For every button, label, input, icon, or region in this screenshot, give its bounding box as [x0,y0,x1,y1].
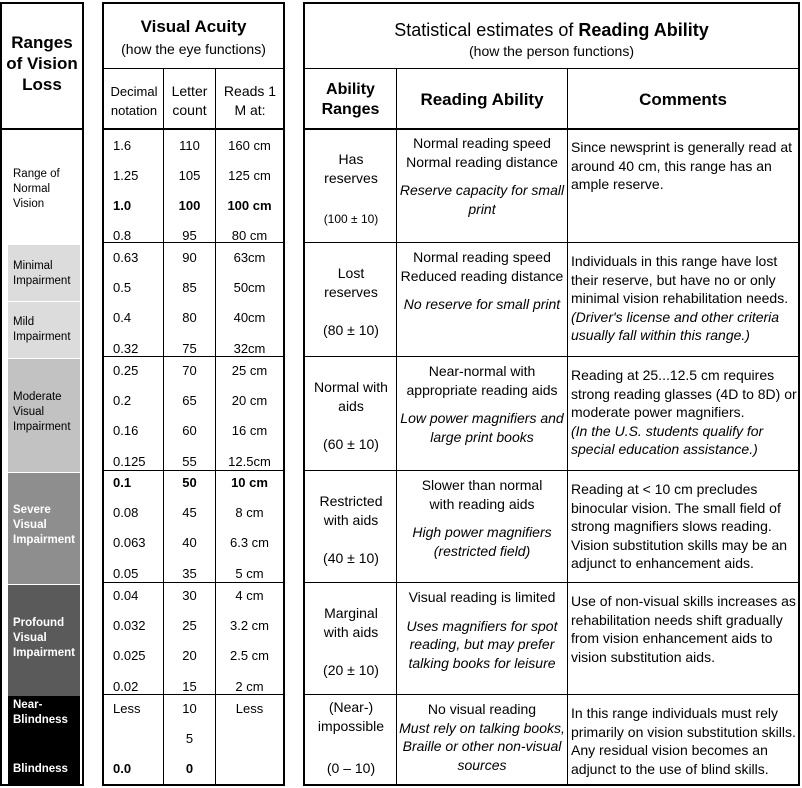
letter-count-value: 20 [182,648,197,663]
decimal-value: 0.5 [113,280,132,295]
vision-loss-title: Ranges of Vision Loss [6,33,78,94]
group-divider [104,582,283,583]
spacer [399,399,565,409]
visual-acuity-panel [102,2,285,786]
reads-at-value: 6.3 cm [229,535,269,550]
reading-ability-line: with reading aids [429,495,535,512]
reads-at-value: 20 cm [231,393,268,408]
row-divider [305,582,798,583]
row-divider [305,694,798,695]
letter-count-value: 95 [182,228,197,243]
letter-count-value: 0 [185,761,194,776]
letter-count-value: 65 [182,393,197,408]
title-prefix: Statistical estimates of [394,20,579,40]
decimal-value: 0.02 [113,679,139,694]
comment-body: In this range individuals must rely primarily on vision substitution skills. Any residual vision becomes an adjunct to the use of blind skills. [571,705,796,777]
ability-range-name: Restricted with aids [319,493,383,528]
reading-ability-italic: Must rely on talking books, Braille or other non-visual sources [399,719,565,773]
reading-ability-line: Visual reading is limited [408,589,556,605]
decimal-value: 0.16 [113,423,139,438]
letter-count-value: 80 [182,310,197,325]
reading-ability-line: appropriate reading aids [406,381,558,398]
reading-ability-subtitle: (how the person functions) [469,43,634,59]
decimal-value: 1.0 [113,198,132,213]
ability-range-name: Normal with aids [314,379,388,414]
vision-band [8,748,80,786]
letter-count-value: 45 [182,505,197,520]
reading-ability-line: Reduced reading distance [400,267,564,284]
decimal-value: 0.8 [113,228,132,243]
band-divider [2,358,82,359]
row-divider [305,356,798,357]
vision-band [8,696,80,748]
reads-at-value: 40cm [233,310,266,325]
reads-at-value: 50cm [233,280,266,295]
reads-at-value: 12.5cm [228,454,271,469]
comment-body: Individuals in this range have lost their reserve, but have no or only minimal vision rehabilitation needs. [571,253,789,306]
divider [305,68,798,69]
reads-1m-header: Reads 1 M at: [223,83,277,118]
divider [104,128,283,130]
decimal-value: 0.25 [113,363,139,378]
decimal-value: 0.2 [113,393,132,408]
reading-ability-line: No visual reading [427,701,537,717]
band-divider [2,584,82,585]
letter-count-value: 110 [179,138,200,153]
decimal-value: 0.063 [113,535,146,550]
ability-range-value: (100 ± 10) [323,212,379,226]
decimal-value: 0.08 [113,505,139,520]
vision-band-label: Near-Blindness [13,699,68,726]
comment-body: Reading at < 10 cm precludes binocular vision. The small field of strong magnifiers slows reading. Vision substitution skills may be an adjunct to enhancement aids. [571,481,788,571]
reading-ability-text [399,362,565,446]
letter-count-value: 85 [182,280,197,295]
letter-count-value: 105 [178,168,201,183]
reading-ability-text [399,476,565,560]
band-divider [2,472,82,473]
letter-count-value: 25 [182,618,197,633]
letter-count-value: 70 [182,363,197,378]
comment-text [571,480,797,573]
ability-range-value: (60 ± 10) [323,436,379,452]
letter-count-value: 50 [182,475,197,490]
vision-band-label: Moderate Visual Impairment [13,391,71,433]
reading-ability-line: Normal reading distance [406,153,558,170]
band-divider [2,301,82,302]
letter-count-value: 30 [182,588,197,603]
reads-at-value: 32cm [233,341,266,356]
vision-band [8,130,80,244]
comment-body: Since newsprint is generally read at around 40 cm, this range has an ample reserve. [571,139,793,192]
reads-at-value: Less [235,701,264,716]
decimal-value: 1.25 [113,168,139,183]
vision-band-label: Severe Visual Impairment [13,504,75,546]
reads-at-value: 3.2 cm [229,618,269,633]
reading-ability-text [399,588,565,672]
letter-count-value: 100 [178,198,201,213]
letter-count-value: 55 [182,454,197,469]
decimal-value: 0.32 [113,341,139,356]
reads-at-value: 160 cm [228,138,271,153]
ability-range-name: Has reserves [324,151,378,186]
vision-band-label: Profound Visual Impairment [13,617,75,659]
decimal-value: 0.4 [113,310,132,325]
reads-at-value: 4 cm [235,588,264,603]
title-bold: Reading Ability [578,20,709,40]
decimal-value: 0.04 [113,588,139,603]
decimal-value: 0.1 [113,475,132,490]
letter-count-value: 40 [182,535,197,550]
comment-italic: (In the U.S. students qualify for special education assistance.) [571,422,764,457]
reading-ability-italic: Reserve capacity for small print [399,182,565,217]
comment-text [571,252,797,345]
vision-band-label: Blindness [13,763,68,775]
reads-at-value: 125 cm [228,168,271,183]
reading-ability-italic: Low power magnifiers and large print books [400,410,564,445]
decimal-value: Less [113,701,141,716]
comment-text [571,704,797,778]
reading-ability-text [399,700,565,774]
reading-ability-text [399,248,565,314]
letter-count-header: Letter count [171,83,208,118]
decimal-value: 0.125 [113,454,146,469]
reads-at-value: 8 cm [235,505,264,520]
decimal-value: 0.0 [113,761,132,776]
vision-band-label: Range of Normal Vision [13,168,60,210]
decimal-value: 1.6 [113,138,132,153]
decimal-value: 0.032 [113,618,146,633]
reading-ability-line: Normal reading speed [413,249,551,265]
vision-band [8,358,80,472]
vision-band-label: Minimal Impairment [13,260,71,287]
comment-text [571,366,797,459]
reads-at-value: 2 cm [235,679,264,694]
reads-at-value: 25 cm [231,363,268,378]
reading-ability-header: Reading Ability [420,90,544,109]
reads-at-value: 63cm [233,250,266,265]
reading-ability-italic: High power magnifiers (restricted field) [412,524,552,559]
reads-at-value: 5 cm [235,566,264,581]
decimal-value: 0.025 [113,648,146,663]
visual-acuity-subtitle: (how the eye functions) [121,41,266,57]
decimal-notation-header: Decimal notation [110,84,158,118]
reading-ability-text [399,134,565,218]
letter-count-value: 10 [182,701,197,716]
letter-count-value: 60 [182,423,197,438]
ability-ranges-header: Ability Ranges [321,81,380,118]
reads-at-value: 10 cm [231,475,268,490]
reading-ability-panel [303,2,800,786]
vision-band [8,472,80,584]
ability-range-value: (40 ± 10) [323,550,379,566]
reading-ability-line: Slower than normal [421,477,543,493]
letter-count-value: 35 [182,566,197,581]
comment-italic: (Driver's license and other criteria usually fall within this range.) [571,308,780,343]
ability-range-name: Marginal with aids [323,605,379,640]
reading-ability-italic: No reserve for small print [403,296,561,312]
ability-range-name: Lost reserves [324,265,378,300]
column-divider [567,68,568,784]
vision-band-label: Mild Impairment [13,316,71,343]
reading-ability-line: Normal reading speed [413,135,551,151]
ability-range-value: (20 ± 10) [323,662,379,678]
spacer [399,513,565,523]
letter-count-value: 15 [182,679,197,694]
reads-at-value: 16 cm [231,423,268,438]
comment-body: Reading at 25...12.5 cm requires strong reading glasses (4D to 8D) or moderate power magnifiers. [571,367,797,420]
column-divider [396,68,397,784]
ability-range-value: (0 – 10) [326,760,376,776]
ability-range-name: (Near-) impossible [317,699,385,734]
letter-count-value: 75 [182,341,197,356]
row-divider [305,470,798,471]
decimal-value: 0.05 [113,566,139,581]
reads-at-value: 100 cm [227,198,272,213]
reads-at-value: 80 cm [231,228,268,243]
reading-ability-title [305,19,798,41]
vision-band [8,244,80,301]
divider [104,68,283,69]
vision-band [8,301,80,358]
comments-header: Comments [639,90,727,109]
spacer [399,171,565,181]
row-divider [305,242,798,243]
letter-count-value: 90 [182,250,197,265]
reads-at-value: 2.5 cm [229,648,269,663]
vision-loss-panel [0,2,84,786]
comment-text [571,138,797,194]
group-divider [104,470,283,471]
spacer [399,285,565,295]
letter-count-value: 5 [185,731,194,746]
vision-band [8,584,80,696]
spacer [399,607,565,617]
comment-body: Use of non-visual skills increases as rehabilitation needs shift gradually from vision enhancement aids to vision substitution aids. [571,593,796,665]
comment-text [571,592,797,666]
band-divider [2,244,82,245]
visual-acuity-title: Visual Acuity [140,17,247,36]
ability-range-value: (80 ± 10) [323,322,379,338]
reading-ability-italic: Uses magnifiers for spot reading, but may prefer talking books for leisure [406,617,558,671]
divider [305,128,798,130]
decimal-value: 0.63 [113,250,139,265]
reading-ability-line: Near-normal with [428,363,536,379]
